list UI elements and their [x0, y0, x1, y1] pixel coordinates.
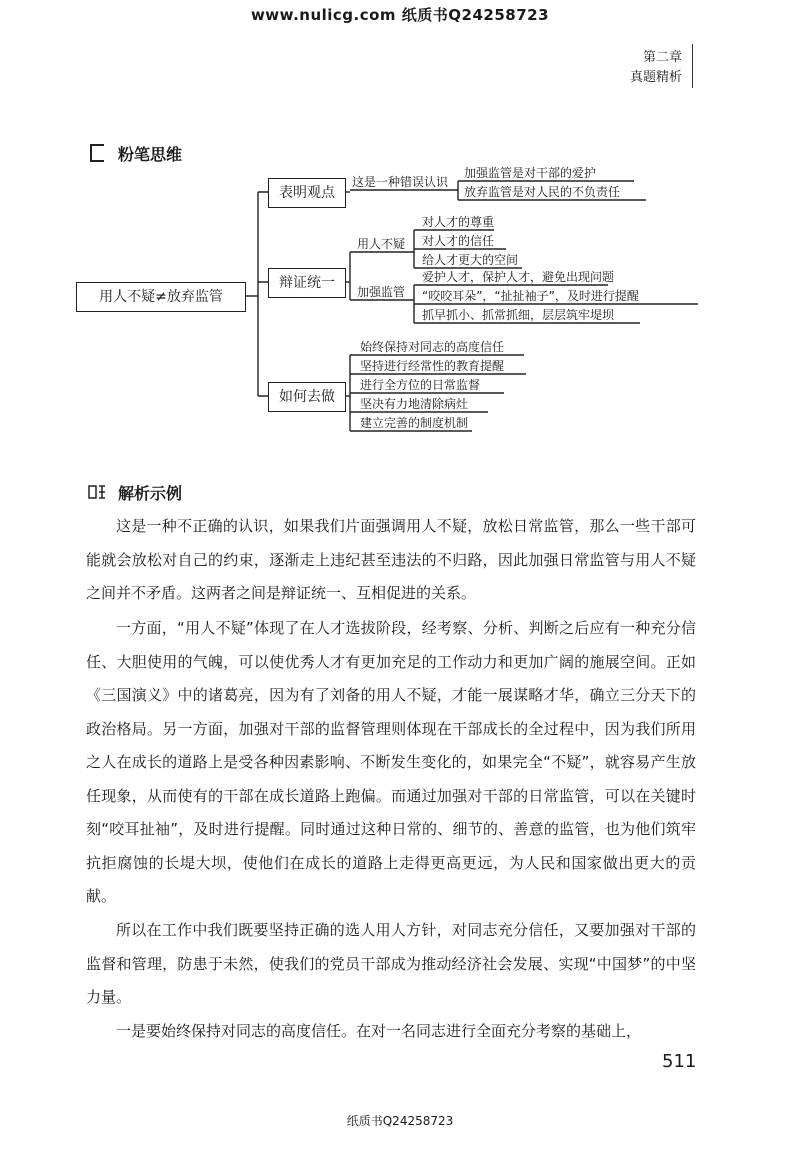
howto-leaf: 坚决有力地清除病灶	[360, 397, 469, 411]
trust-leaf: 给人才更大的空间	[422, 253, 519, 267]
mindmap-section-title: 粉笔思维	[118, 145, 183, 164]
bottom-watermark: 纸质书Q24258723	[346, 1114, 454, 1128]
howto-leaf: 坚持进行经常性的教育提醒	[360, 359, 505, 373]
analysis-paragraph: 所以在工作中我们既要坚持正确的选人用人方针，对同志充分信任，又要加强对干部的监督和管理，防患于未然，使我们的党员干部成为推动经济社会发展、实现“中国梦”的中坚力量。	[86, 921, 696, 1006]
sub-supervision-label: 加强监管	[357, 285, 406, 299]
howto-leaf: 建立完善的制度机制	[360, 416, 469, 430]
stance-leaf: 放弃监管是对人民的不负责任	[464, 185, 621, 199]
sub-trust-label: 用人不疑	[357, 237, 406, 251]
stance-leaf: 加强监管是对干部的爱护	[464, 166, 597, 180]
top-watermark: www.nulicg.com 纸质书Q24258723	[250, 6, 550, 24]
analysis-paragraph: 一是要始终保持对同志的高度信任。在对一名同志进行全面充分考察的基础上，	[116, 1022, 642, 1040]
analysis-section-title: 解析示例	[118, 484, 183, 503]
mindmap-root: 用人不疑≠放弃监管	[76, 282, 246, 312]
supervision-leaf: “咬咬耳朵”，“扯扯袖子”，及时进行提醒	[422, 289, 639, 303]
howto-leaf: 始终保持对同志的高度信任	[360, 340, 505, 354]
section-marker-icon	[88, 484, 106, 498]
chapter-title: 第二章	[642, 50, 682, 65]
supervision-leaf: 爱护人才，保护人才，避免出现问题	[422, 270, 615, 284]
trust-leaf: 对人才的尊重	[422, 215, 495, 229]
branch-how-to: 如何去做	[268, 382, 346, 412]
analysis-paragraph: 这是一种不正确的认识，如果我们片面强调用人不疑，放松日常监管，那么一些干部可能就会放松对自己的约束，逐渐走上违纪甚至违法的不归路，因此加强日常监管与用人不疑之间并不矛盾。这两者之间是辩证统一、互相促进的关系。	[86, 517, 696, 602]
howto-leaf: 进行全方位的日常监督	[360, 378, 481, 392]
trust-leaf: 对人才的信任	[422, 234, 495, 248]
chapter-subtitle: 真题精析	[629, 70, 682, 85]
page-number: 511	[662, 1051, 697, 1072]
branch-dialectic: 辩证统一	[268, 268, 346, 298]
analysis-paragraph: 一方面，“用人不疑”体现了在人才选拔阶段，经考察、分析、判断之后应有一种充分信任、大胆使用的气魄，可以使优秀人才有更加充足的工作动力和更加广阔的施展空间。正如《三国演义》中的诸葛亮，因为有了刘备的用人不疑，才能一展谋略才华，确立三分天下的政治格局。另一方面，加强对干部的监督管理则体现在干部成长的全过程中，因为我们所用之人在成长的道路上是受各种因素影响、不断发生变化的，如果完全“不疑”，就容易产生放任现象，从而使有的干部在成长道路上跑偏。而通过加强对干部的日常监管，可以在关键时刻“咬耳扯袖”，及时进行提醒。同时通过这种日常的、细节的、善意的监管，也为他们筑牢抗拒腐蚀的长堤大坝，使他们在成长的道路上走得更高更远，为人民和国家做出更大的贡献。	[86, 619, 696, 905]
branch-stance: 表明观点	[268, 178, 346, 208]
supervision-leaf: 抓早抓小、抓常抓细，层层筑牢堤坝	[422, 308, 615, 322]
branch-stance-middle: 这是一种错误认识	[352, 175, 449, 189]
